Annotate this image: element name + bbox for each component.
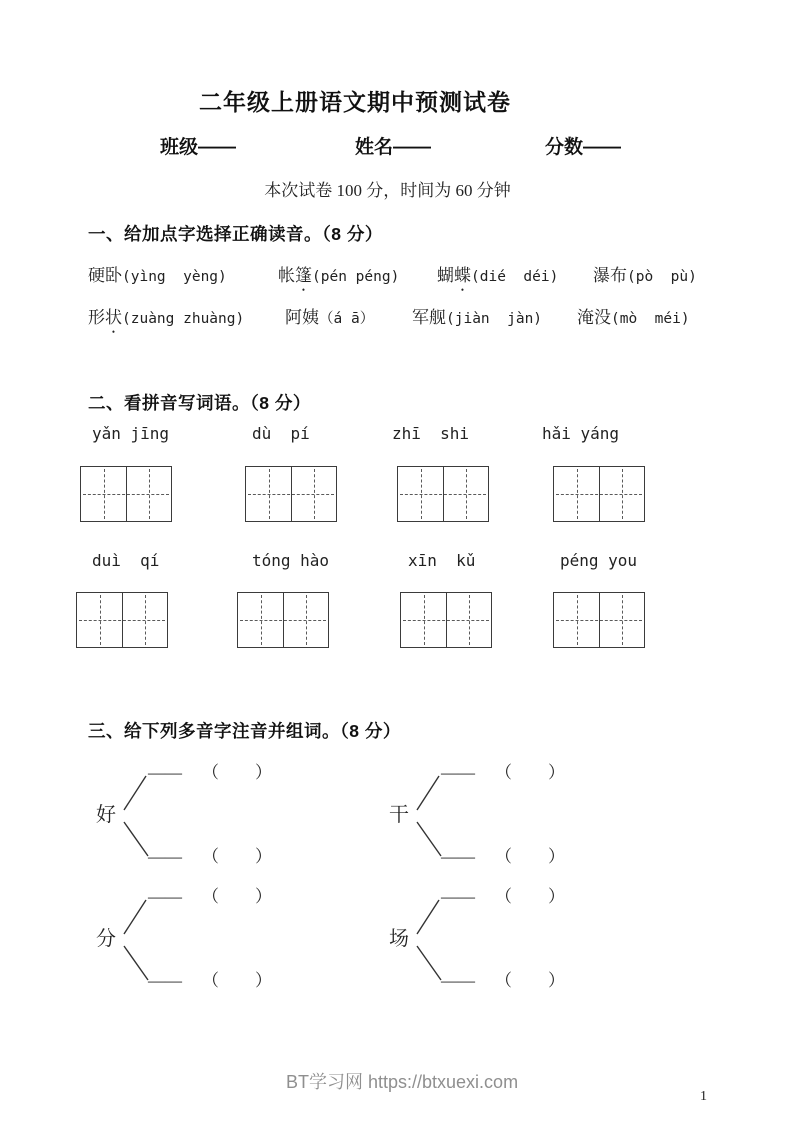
- section2-heading: 二、看拼音写词语。（8 分）: [88, 393, 311, 413]
- pinyin-label: hǎi yáng: [542, 424, 620, 443]
- word-text: 阿姨: [285, 308, 319, 327]
- writing-grid: [553, 592, 645, 648]
- section1-heading: 一、给加点字选择正确读音。（8 分）: [88, 224, 383, 244]
- polyphone-char: 分: [96, 928, 116, 950]
- footer-watermark: BT学习网 https://btxuexi.com: [286, 1072, 519, 1092]
- paren-close: ）: [255, 971, 272, 990]
- s1-item: [278, 261, 399, 286]
- answer-blank: [148, 842, 272, 867]
- paren-close: ）: [255, 887, 272, 906]
- word-text: 帐: [278, 266, 295, 285]
- word-text: 形: [88, 308, 105, 327]
- answer-blank: [441, 758, 565, 783]
- blank-line: ——: [148, 887, 182, 906]
- answer-blank: [441, 842, 565, 867]
- pinyin-label: tóng hào: [252, 551, 330, 570]
- answer-blank: [148, 966, 272, 991]
- grid-guide-line: [83, 494, 169, 495]
- writing-grid: [400, 592, 492, 648]
- pinyin-options: (mò méi): [611, 311, 690, 327]
- paren-close: ）: [548, 887, 565, 906]
- blank-line: ——: [441, 971, 475, 990]
- dotted-char: 状: [105, 308, 122, 327]
- pinyin-label: zhī shi: [392, 424, 470, 443]
- answer-blank: [148, 882, 272, 907]
- pinyin-options: (pén péng): [312, 269, 400, 285]
- pinyin-label: yǎn jīng: [92, 424, 170, 443]
- paren-open: （: [202, 887, 219, 906]
- polyphone-group-gan: [389, 758, 659, 870]
- paren-open: （: [495, 887, 512, 906]
- paren-close: ）: [548, 763, 565, 782]
- paren-close: ）: [255, 847, 272, 866]
- s1-item: [412, 303, 542, 328]
- blank-line: ——: [441, 887, 475, 906]
- s1-item: [593, 261, 697, 286]
- pinyin-options: (dié déi): [471, 269, 559, 285]
- grid-guide-line: [403, 620, 489, 621]
- blank-line: ——: [148, 847, 182, 866]
- paren-open: （: [202, 847, 219, 866]
- score-field-label: 分数——: [545, 137, 622, 158]
- answer-blank: [148, 758, 272, 783]
- blank-line: ——: [441, 847, 475, 866]
- paren-open: （: [495, 847, 512, 866]
- grid-guide-line: [79, 620, 165, 621]
- dotted-char: 篷: [295, 266, 312, 285]
- pinyin-label: duì qí: [92, 551, 160, 570]
- grid-guide-line: [556, 620, 642, 621]
- blank-line: ——: [148, 971, 182, 990]
- pinyin-options: (yìng yèng): [122, 269, 227, 285]
- s1-item: [285, 303, 374, 328]
- word-text: 军舰: [412, 308, 446, 327]
- paren-close: ）: [548, 971, 565, 990]
- blank-line: ——: [441, 763, 475, 782]
- s1-item: [88, 303, 244, 328]
- polyphone-char: 好: [96, 804, 116, 826]
- polyphone-char: 干: [389, 804, 409, 826]
- answer-blank: [441, 882, 565, 907]
- word-text: 瀑布: [593, 266, 627, 285]
- writing-grid: [245, 466, 337, 522]
- class-field-label: 班级——: [160, 137, 237, 158]
- dotted-char: 蝶: [454, 266, 471, 285]
- paren-close: ）: [255, 763, 272, 782]
- word-text: 蝴: [437, 266, 454, 285]
- word-text: 硬卧: [88, 266, 122, 285]
- grid-guide-line: [400, 494, 486, 495]
- pinyin-options: (zuàng zhuàng): [122, 311, 245, 327]
- paren-open: （: [202, 971, 219, 990]
- pinyin-options: (jiàn jàn): [446, 311, 543, 327]
- polyphone-char: 场: [389, 928, 409, 950]
- section3-heading: 三、给下列多音字注音并组词。（8 分）: [88, 721, 401, 741]
- paren-open: （: [495, 763, 512, 782]
- grid-guide-line: [240, 620, 326, 621]
- s1-item: [437, 261, 558, 286]
- pinyin-label: péng you: [560, 551, 638, 570]
- writing-grid: [76, 592, 168, 648]
- pinyin-label: xīn kǔ: [408, 551, 476, 570]
- grid-guide-line: [556, 494, 642, 495]
- paren-open: （: [202, 763, 219, 782]
- exam-subtitle: 本次试卷 100 分，时间为 60 分钟: [264, 181, 511, 200]
- writing-grid: [80, 466, 172, 522]
- polyphone-group-fen: [96, 882, 366, 994]
- pinyin-options: (pò pù): [627, 269, 697, 285]
- page-title: 二年级上册语文期中预测试卷: [199, 89, 511, 115]
- paren-close: ）: [548, 847, 565, 866]
- page-number: 1: [700, 1089, 707, 1104]
- pinyin-label: dù pí: [252, 424, 310, 443]
- writing-grid: [397, 466, 489, 522]
- writing-grid: [237, 592, 329, 648]
- writing-grid: [553, 466, 645, 522]
- word-text: 淹没: [577, 308, 611, 327]
- answer-blank: [441, 966, 565, 991]
- pinyin-options: （á ā）: [319, 311, 375, 327]
- s1-item: [577, 303, 690, 328]
- blank-line: ——: [148, 763, 182, 782]
- polyphone-group-chang: [389, 882, 659, 994]
- name-field-label: 姓名——: [355, 137, 432, 158]
- s1-item: [88, 261, 227, 286]
- paren-open: （: [495, 971, 512, 990]
- polyphone-group-hao: [96, 758, 366, 870]
- grid-guide-line: [248, 494, 334, 495]
